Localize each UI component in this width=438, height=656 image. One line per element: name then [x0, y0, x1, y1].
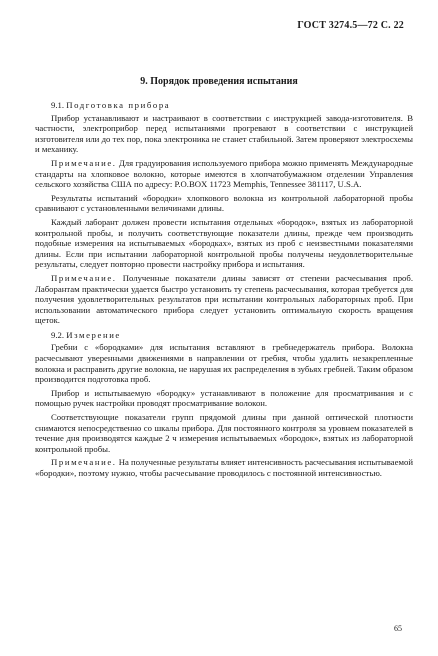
note-label: Примечание. [51, 457, 117, 468]
note-text: На полученные результаты влияет интенсивность расчесывания испытываемой «бородки», поэтому нужно, чтобы расчесывание проводилось с постоянной интенсивностью. [35, 457, 413, 478]
section-title: 9. Порядок проведения испытания [140, 76, 298, 87]
subsection-title: Подготовка прибора [66, 100, 171, 110]
subsection-number: 9.2. [51, 329, 65, 340]
document-body [35, 96, 413, 482]
note [35, 158, 413, 190]
note-label: Примечание. [51, 272, 117, 283]
page-number: 65 [394, 624, 402, 633]
subsection-title: Измерение [66, 329, 121, 340]
subsection-number: 9.1. [51, 100, 65, 110]
note [35, 273, 413, 326]
note-label: Примечание. [51, 157, 117, 168]
note-text: Полученные показатели длины зависят от степени расчесывания проб. Лаборантам практически удается быстро установить ту степень расчесывания, которая требуется для получения удовлетворительных результатов при испытании контрольных лабораторных проб. При использовании автоматического прибора следует установить оптимальную скорость вращения щеток. [35, 272, 413, 326]
document-header: ГОСТ 3274.5—72 С. 22 [297, 20, 404, 31]
note [35, 457, 413, 478]
subsection-heading-measurement [35, 330, 413, 341]
paragraph: Результаты испытаний «бородки» хлопкового волокна из контрольной лабораторной пробы сравнивают с установленными величинами длины. [35, 192, 413, 214]
paragraph: Прибор и испытываемую «бородку» устанавливают в положение для просматривания и с помощью ручек настройки проводят просматривание волокон. [35, 387, 413, 409]
paragraph: Соответствующие показатели групп прядомой длины при данной оптической плотности снимаются непосредственно со шкалы прибора. Для постоянного контроля за уровнем показателей в течение дня производятся каждые 2 ч измерения испытываемых «бородок», взятых из лабораторной контрольной пробы. [35, 412, 413, 454]
note-text: Для градуирования используемого прибора можно применять Международные стандарты на хлопковое волокно, которые имеются в хлопчатобумажном отделении Управления сельского хозяйства США по адресу: P.O.BOX 11723 Memphis, Tennessee 381117, U.S.A. [35, 157, 413, 190]
paragraph: Прибор устанавливают и настраивают в соответствии с инструкцией завода-изготовителя. В частности, электроприбор перед испытаниями прогревают в соответствии с инструкцией изготовителя или до тех пор, пока электроника не станет стабильной. Затем проверяют электросхемы и механику. [35, 112, 413, 155]
subsection-heading-preparation [35, 100, 413, 111]
paragraph: Каждый лаборант должен провести испытания отдельных «бородок», взятых из лабораторной контрольной пробы, и получить соответствующие показатели длины, прежде чем производить подобные измерения на испытываемых «бородках», взятых из проб с неизвестными показателями длины. Если при испытании лабораторной контрольной пробы получены неудовлетворительные результаты, следует повторно провести настройку прибора и испытания. [35, 216, 413, 270]
paragraph: Гребни с «бородками» для испытания вставляют в гребнедержатель прибора. Волокна расчесывают уверенными движениями в направлении от гребня, чтобы удалить незакрепленные волокна и расправить другие волокна, не нарушая их распределения в зубьях гребней. Таким образом производится подготовка проб. [35, 342, 413, 385]
